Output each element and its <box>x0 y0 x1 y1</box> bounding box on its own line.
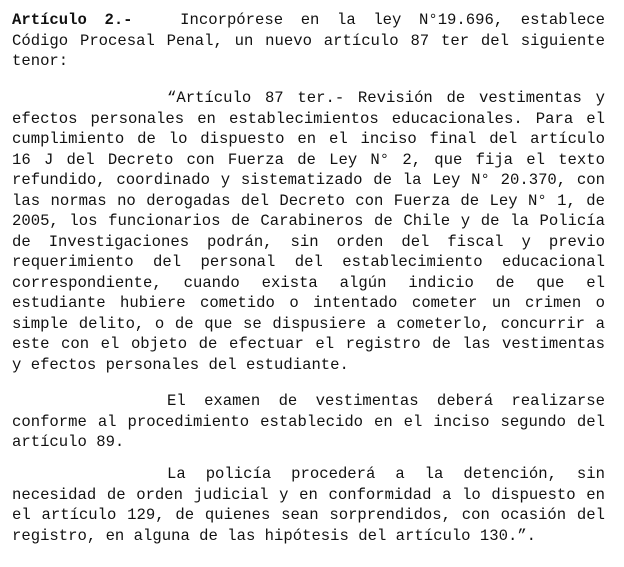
paragraph-article-2 <box>12 10 605 72</box>
text-line: este con el objeto de efectuar el registro de las vestimentas <box>12 335 605 353</box>
text-line: “Artículo 87 ter.- Revisión de vestimentas y <box>167 89 605 107</box>
text-line: conforme al procedimiento establecido en el inciso segundo del <box>12 412 605 431</box>
text-line: el artículo 129, de quienes sean sorprendidos, con ocasión del <box>12 506 605 524</box>
text-line: correspondiente, cuando exista algún indicio de que el <box>12 273 605 292</box>
text-line: requerimiento del personal del establecimiento educacional <box>12 253 605 271</box>
text-line: simple delito, o de que se dispusiere a cometerlo, concurrir a <box>12 314 605 333</box>
text-line: y efectos personales del estudiante. <box>12 355 349 374</box>
text-line: Incorpórese en la ley N°19.696, establece <box>180 11 606 29</box>
text-line: necesidad de orden judicial y en conformidad a lo dispuesto en <box>12 485 605 504</box>
text-line: 2005, los funcionarios de Carabineros de Chile y de la Policía <box>12 212 605 230</box>
article-heading-line <box>12 10 605 31</box>
text-line: estudiante hubiere cometido o intentado cometer un crimen o <box>12 294 605 312</box>
text-line: refundido, coordinado y sistematizado de la Ley N° 20.370, con <box>12 171 605 189</box>
text-line: de Investigaciones podrán, sin orden del fiscal y previo <box>12 232 605 251</box>
text-line: las normas no derogadas del Decreto con Fuerza de Ley N° 1, de <box>12 191 605 210</box>
paragraph-examen <box>12 391 605 453</box>
paragraph-article-87-ter <box>12 88 605 375</box>
article-heading-label: Artículo 2.- <box>12 11 133 29</box>
paragraph-detencion <box>12 464 605 546</box>
text-line: tenor: <box>12 52 69 70</box>
text-line: cumplimiento de lo dispuesto en el inciso final del artículo <box>12 130 605 148</box>
text-line: La policía procederá a la detención, sin <box>167 465 605 483</box>
text-line: Código Procesal Penal, un nuevo artículo 87 ter del siguiente <box>12 31 605 50</box>
text-line: El examen de vestimentas deberá realizarse <box>167 392 605 410</box>
text-line: artículo 89. <box>12 433 125 451</box>
text-line: registro, en alguna de las hipótesis del artículo 130.”. <box>12 526 537 545</box>
text-line: efectos personales en establecimientos educacionales. Para el <box>12 109 605 128</box>
text-line: 16 J del Decreto con Fuerza de Ley N° 2, que fija el texto <box>12 150 605 169</box>
